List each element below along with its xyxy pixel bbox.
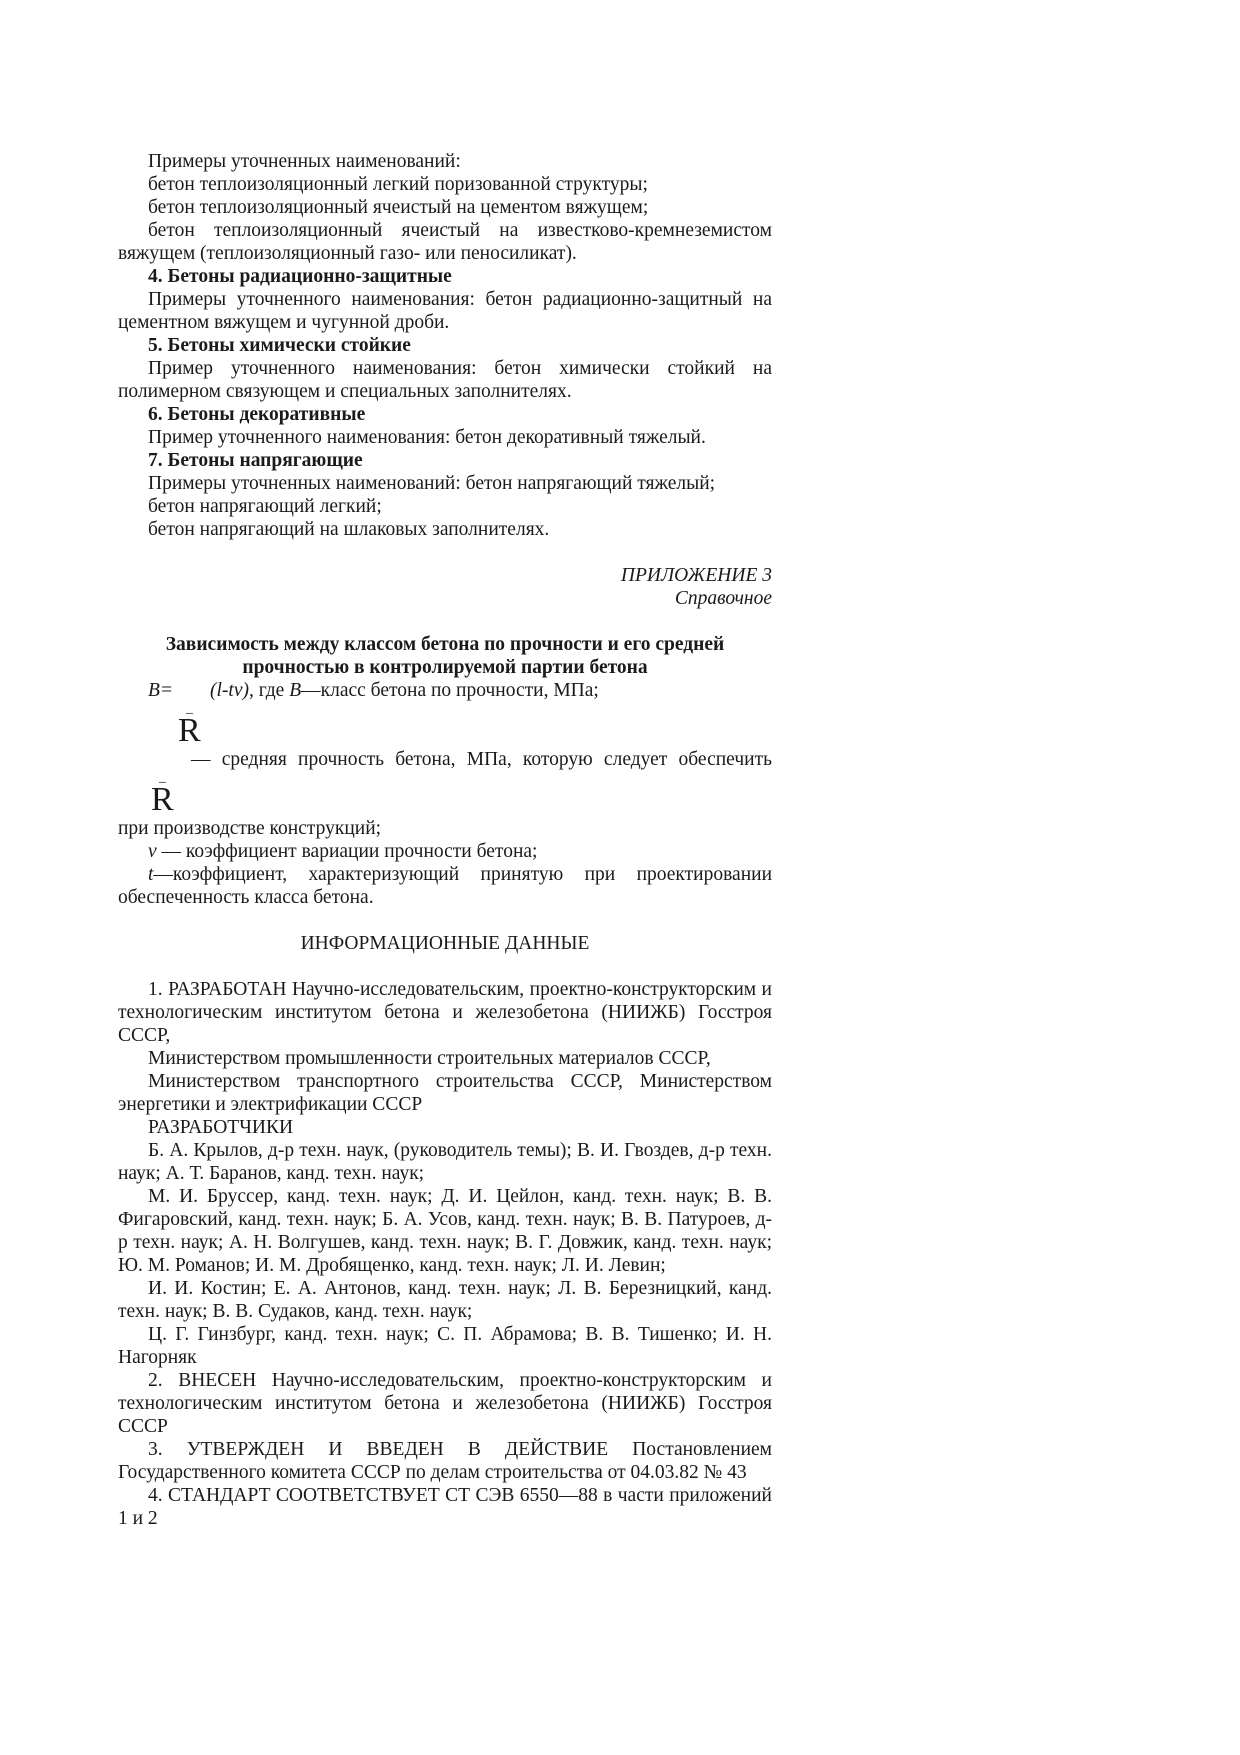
section-heading: 7. Бетоны напрягающие — [148, 450, 363, 471]
section-heading: 5. Бетоны химически стойкие — [148, 335, 411, 356]
info-paragraph: И. И. Костин; Е. А. Антонов, канд. техн. наук; Л. В. Березницкий, канд. техн. наук; В. В. Судаков, канд. техн. наук; — [118, 1278, 772, 1322]
info-paragraph: Ц. Г. Гинзбург, канд. техн. наук; С. П. Абрамова; В. В. Тишенко; И. Н. Нагорняк — [118, 1324, 772, 1368]
spacer — [118, 610, 772, 633]
appendix-label: ПРИЛОЖЕНИЕ 3 — [620, 565, 772, 586]
spacer — [118, 955, 772, 978]
appendix-title — [118, 633, 772, 679]
info-paragraph: 2. ВНЕСЕН Научно-исследовательским, проектно-конструкторским и технологическим институтом бетона и железобетона (НИИЖБ) Госстроя СССР — [118, 1370, 772, 1437]
appendix-title-line2: прочностью в контролируемой партии бетона — [242, 657, 648, 678]
formula-b: B — [289, 680, 302, 701]
info-paragraph: РАЗРАБОТЧИКИ — [148, 1117, 294, 1138]
formula-line — [118, 679, 772, 702]
section-heading: 6. Бетоны декоративные — [148, 404, 366, 425]
spacer — [118, 909, 772, 932]
r-mean-symbol — [178, 701, 201, 749]
info-paragraph: Министерством промышленности строительных материалов СССР, — [148, 1048, 711, 1069]
section-text: Пример уточненного наименования: бетон декоративный тяжелый. — [148, 427, 706, 448]
example-item: бетон теплоизоляционный легкий поризованной структуры; — [148, 174, 648, 195]
example-item: бетон теплоизоляционный ячеистый на известково-кремнеземистом вяжущем (теплоизоляционный газо- или пеносиликат). — [118, 220, 772, 264]
info-paragraph: 3. УТВЕРЖДЕН И ВВЕДЕН В ДЕЙСТВИЕ Постановлением Государственного комитета СССР по делам строительства от 04.03.82 № 43 — [118, 1439, 772, 1483]
section-text: бетон напрягающий легкий; — [148, 496, 382, 517]
formula-def: —класс бетона по прочности, МПа; — [301, 680, 599, 701]
text-column — [118, 150, 772, 1530]
info-heading: ИНФОРМАЦИОННЫЕ ДАННЫЕ — [300, 933, 590, 954]
r-bar-mark: _ — [186, 701, 193, 716]
r-bar-formula — [118, 702, 772, 748]
info-paragraph: Министерством транспортного строительства СССР, Министерством энергетики и электрификации СССР — [118, 1071, 772, 1115]
appendix-title-line1: Зависимость между классом бетона по прочности и его средней — [165, 634, 725, 655]
r-letter: R — [151, 781, 174, 818]
example-item: бетон теплоизоляционный ячеистый на цементом вяжущем; — [148, 197, 649, 218]
formula-rhs: (l-tv), — [210, 680, 254, 701]
section-text: бетон напрягающий на шлаковых заполнителях. — [148, 519, 550, 540]
info-paragraph: М. И. Бруссер, канд. техн. наук; Д. И. Цейлон, канд. техн. наук; В. В. Фигаровский, канд. техн. наук; Б. А. Усов, канд. техн. наук; В. В. Патуроев, д-р техн. наук; А. Н. Волгушев, канд. техн. наук; В. Г. Довжик, канд. техн. наук; Ю. М. Романов; И. М. Дробященко, канд. техн. наук; Л. И. Левин; — [118, 1186, 772, 1276]
r-definition — [118, 748, 772, 817]
formula-where: где — [253, 680, 290, 701]
r-letter: R — [178, 712, 201, 749]
section-text: Примеры уточненного наименования: бетон радиационно-защитный на цементном вяжущем и чугунной дроби. — [118, 289, 772, 333]
v-definition — [118, 840, 772, 863]
info-paragraph: 1. РАЗРАБОТАН Научно-исследовательским, проектно-конструкторским и технологическим институтом бетона и железобетона (НИИЖБ) Госстроя СССР, — [118, 979, 772, 1046]
info-paragraph: 4. СТАНДАРТ СООТВЕТСТВУЕТ СТ СЭВ 6550—88 в части приложений 1 и 2 — [118, 1485, 772, 1529]
r-bar-mark: _ — [159, 770, 166, 785]
section-heading: 4. Бетоны радиационно-защитные — [148, 266, 452, 287]
t-symbol: t — [148, 864, 154, 885]
v-symbol: v — [148, 841, 157, 862]
section-text: Примеры уточненных наименований: бетон напрягающий тяжелый; — [148, 473, 716, 494]
r-def-cont: при производстве конструкций; — [118, 818, 382, 839]
r-def-text: — средняя прочность бетона, МПа, которую следует обеспечить — [191, 749, 772, 770]
t-definition — [118, 863, 772, 909]
r-mean-symbol — [151, 770, 174, 818]
section-text: Пример уточненного наименования: бетон химически стойкий на полимерном связующем и специальных заполнителях. — [118, 358, 772, 402]
examples-intro: Примеры уточненных наименований: — [148, 151, 461, 172]
formula-lhs: B= — [148, 680, 174, 701]
info-paragraph: Б. А. Крылов, д-р техн. наук, (руководитель темы); В. И. Гвоздев, д-р техн. наук; А. Т. Баранов, канд. техн. наук; — [118, 1140, 772, 1184]
t-def-text: —коэффициент, характеризующий принятую при проектировании обеспеченность класса бетона. — [118, 864, 772, 908]
spacer — [118, 541, 772, 564]
v-def-text: — коэффициент вариации прочности бетона; — [156, 841, 538, 862]
appendix-type: Справочное — [674, 588, 772, 609]
